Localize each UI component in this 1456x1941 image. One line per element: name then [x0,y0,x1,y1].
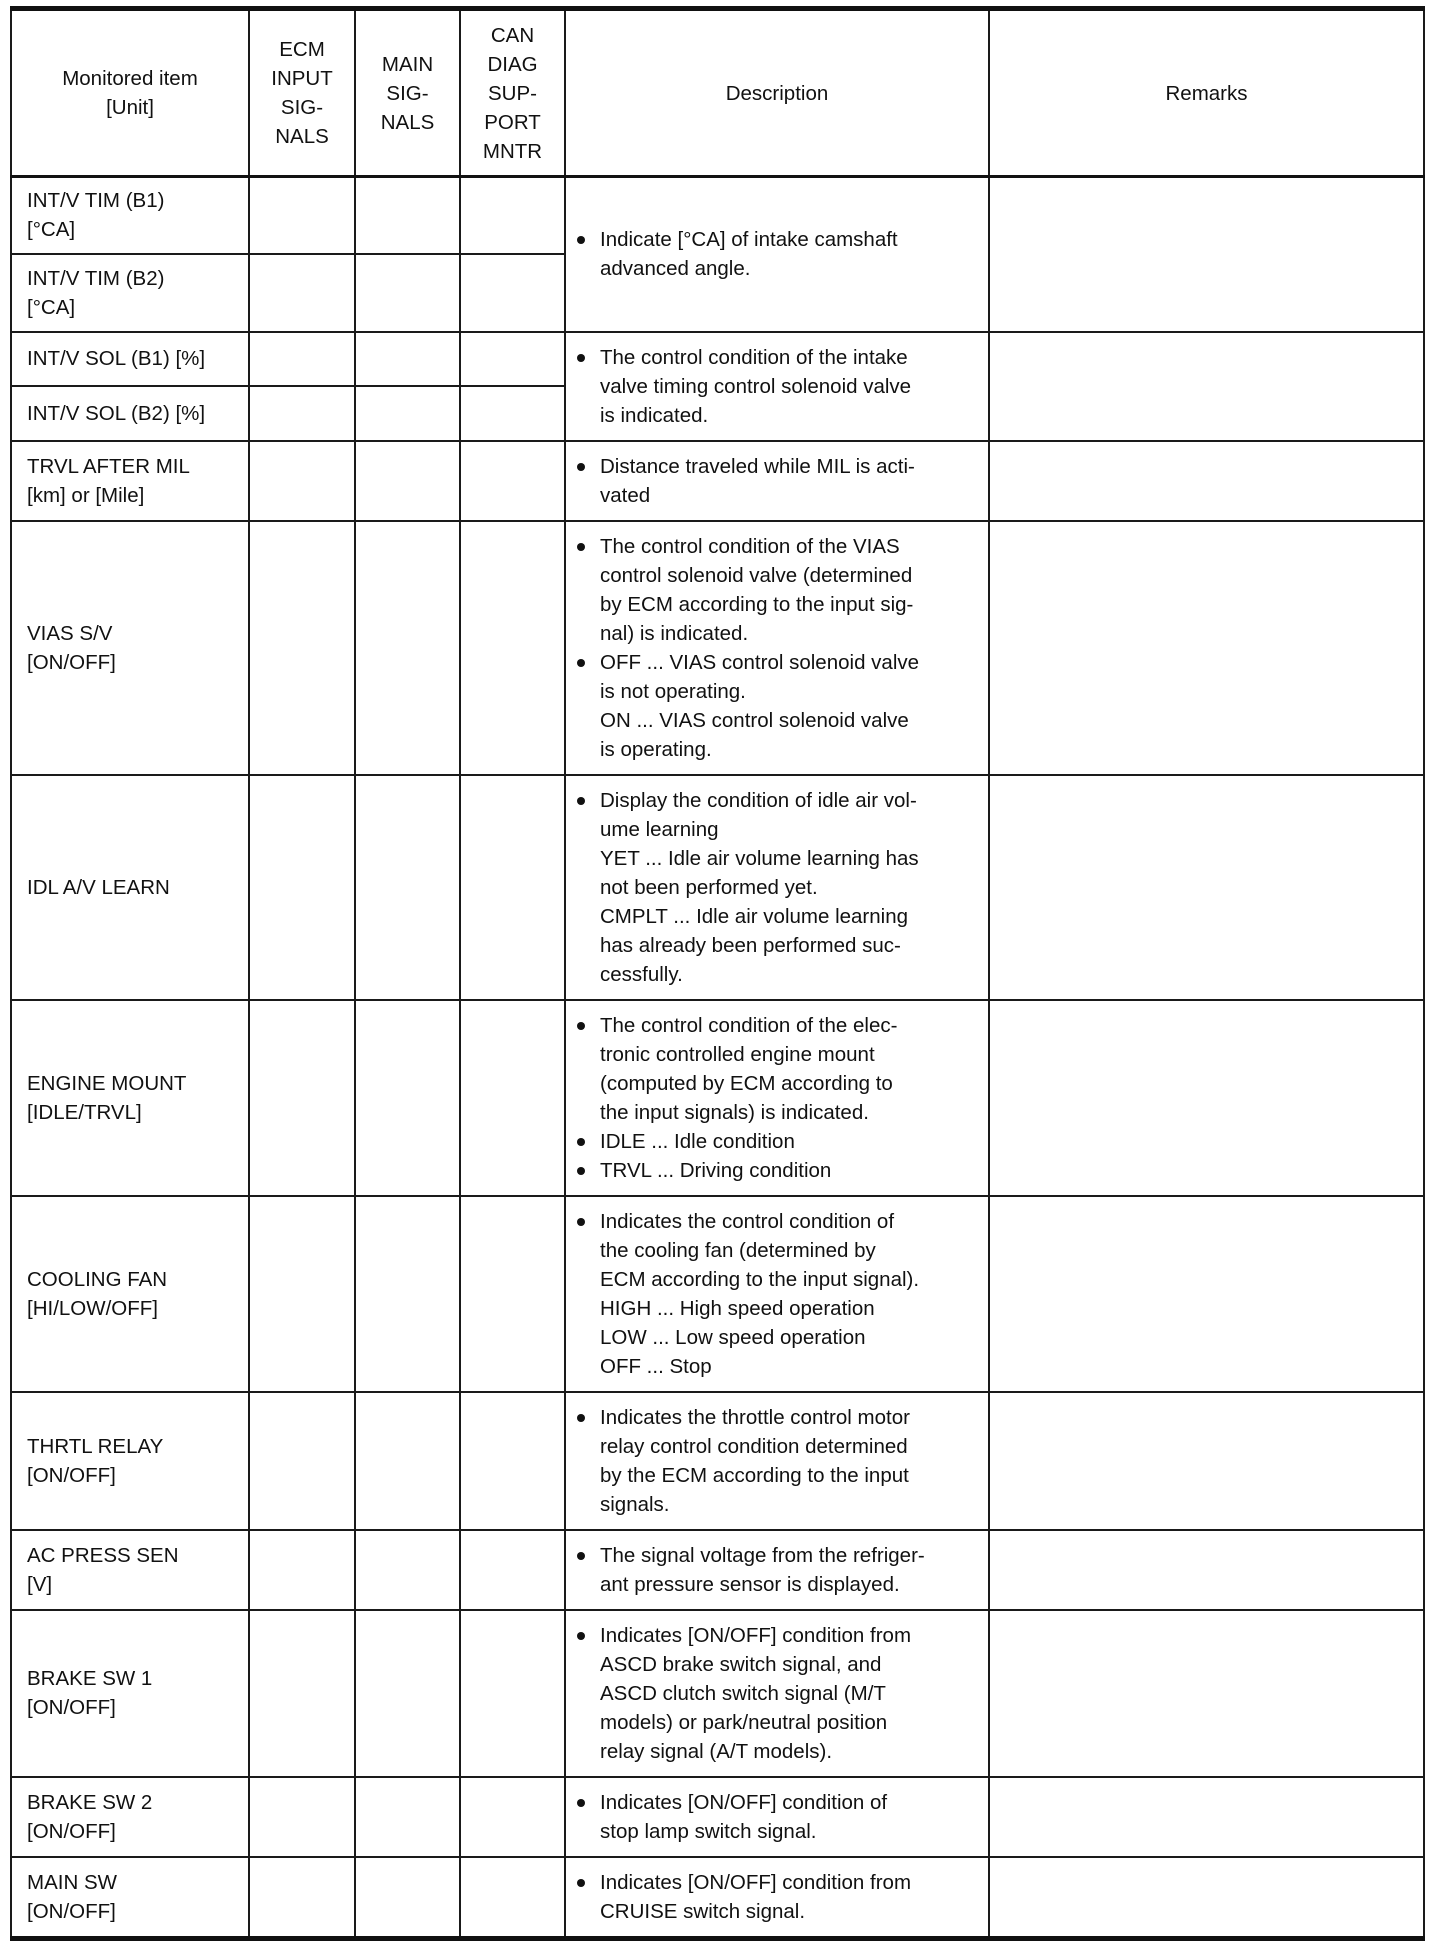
description-cell: Distance traveled while MIL is acti- vated [565,441,989,521]
table-row [11,1000,1424,1196]
ecm-input-cell [249,177,355,254]
remarks-cell [989,775,1424,1000]
main-signals-cell [355,177,460,254]
table-row [11,521,1424,775]
remarks-cell [989,1610,1424,1777]
description-cell: Indicates [ON/OFF] condition of stop lamp switch signal. [565,1777,989,1857]
remarks-cell [989,177,1424,332]
can-diag-cell [460,177,565,254]
ecm-input-cell [249,1000,355,1196]
ecm-input-cell [249,775,355,1000]
remarks-cell [989,521,1424,775]
main-signals-cell [355,775,460,1000]
description-cell: The control condition of the VIAS control solenoid valve (determined by ECM according to the input sig- nal) is indicated. OFF ... VIAS control solenoid valve is not operating. ON ... VIAS control solenoid valve is operating. [565,521,989,775]
main-signals-cell [355,521,460,775]
main-signals-cell [355,1777,460,1857]
monitor-table-page [10,6,1425,1941]
ecm-input-cell [249,1777,355,1857]
table-row [11,1610,1424,1777]
item-cell: INT/V SOL (B1) [%] [11,332,249,387]
remarks-cell [989,1857,1424,1939]
remarks-cell [989,1000,1424,1196]
header-remarks: Remarks [989,9,1424,177]
can-diag-cell [460,1610,565,1777]
table-row [11,1196,1424,1392]
table-row [11,177,1424,254]
ecm-input-cell [249,1857,355,1939]
description-cell: Display the condition of idle air vol- ume learning YET ... Idle air volume learning has not been performed yet. CMPLT ... Idle air volume learning has already been performed suc- cessfully. [565,775,989,1000]
table-row [11,1530,1424,1610]
can-diag-cell [460,521,565,775]
item-cell: IDL A/V LEARN [11,775,249,1000]
ecm-input-cell [249,332,355,387]
ecm-input-cell [249,1196,355,1392]
main-signals-cell [355,254,460,332]
header-can-diag-support-mntr: CAN DIAG SUP- PORT MNTR [460,9,565,177]
description-cell: Indicates [ON/OFF] condition from ASCD brake switch signal, and ASCD clutch switch signal (M/T models) or park/neutral position relay signal (A/T models). [565,1610,989,1777]
item-cell: THRTL RELAY [ON/OFF] [11,1392,249,1530]
header-ecm-input-signals: ECM INPUT SIG- NALS [249,9,355,177]
can-diag-cell [460,254,565,332]
can-diag-cell [460,775,565,1000]
item-cell: AC PRESS SEN [V] [11,1530,249,1610]
remarks-cell [989,1530,1424,1610]
ecm-input-cell [249,1530,355,1610]
can-diag-cell [460,1000,565,1196]
ecm-input-cell [249,521,355,775]
item-cell: BRAKE SW 2 [ON/OFF] [11,1777,249,1857]
table-row [11,775,1424,1000]
can-diag-cell [460,332,565,387]
item-cell: VIAS S/V [ON/OFF] [11,521,249,775]
can-diag-cell [460,1530,565,1610]
can-diag-cell [460,1857,565,1939]
monitored-items-table [10,6,1425,1941]
description-cell: The control condition of the elec- tronic controlled engine mount (computed by ECM according to the input signals) is indicated. IDLE ... Idle condition TRVL ... Driving condition [565,1000,989,1196]
item-cell: INT/V TIM (B1) [°CA] [11,177,249,254]
table-row [11,1392,1424,1530]
main-signals-cell [355,1000,460,1196]
main-signals-cell [355,332,460,387]
can-diag-cell [460,386,565,441]
main-signals-cell [355,1530,460,1610]
item-cell: INT/V TIM (B2) [°CA] [11,254,249,332]
item-cell: TRVL AFTER MIL [km] or [Mile] [11,441,249,521]
description-cell: The signal voltage from the refriger- ant pressure sensor is displayed. [565,1530,989,1610]
header-description: Description [565,9,989,177]
main-signals-cell [355,1610,460,1777]
can-diag-cell [460,1196,565,1392]
header-row [11,9,1424,177]
description-cell: Indicates the control condition of the cooling fan (determined by ECM according to the input signal). HIGH ... High speed operation LOW ... Low speed operation OFF ... Stop [565,1196,989,1392]
item-cell: ENGINE MOUNT [IDLE/TRVL] [11,1000,249,1196]
ecm-input-cell [249,441,355,521]
item-cell: COOLING FAN [HI/LOW/OFF] [11,1196,249,1392]
main-signals-cell [355,1196,460,1392]
description-cell: Indicates the throttle control motor relay control condition determined by the ECM according to the input signals. [565,1392,989,1530]
header-main-signals: MAIN SIG- NALS [355,9,460,177]
description-cell: Indicates [ON/OFF] condition from CRUISE switch signal. [565,1857,989,1939]
remarks-cell [989,1196,1424,1392]
remarks-cell [989,1777,1424,1857]
header-monitored-item: Monitored item [Unit] [11,9,249,177]
remarks-cell [989,1392,1424,1530]
table-row [11,441,1424,521]
table-row [11,1857,1424,1939]
table-row [11,332,1424,387]
remarks-cell [989,332,1424,441]
can-diag-cell [460,1392,565,1530]
ecm-input-cell [249,386,355,441]
description-cell: Indicate [°CA] of intake camshaft advanced angle. [565,177,989,332]
ecm-input-cell [249,254,355,332]
item-cell: INT/V SOL (B2) [%] [11,386,249,441]
can-diag-cell [460,441,565,521]
ecm-input-cell [249,1610,355,1777]
main-signals-cell [355,386,460,441]
can-diag-cell [460,1777,565,1857]
remarks-cell [989,441,1424,521]
main-signals-cell [355,1857,460,1939]
table-row [11,1777,1424,1857]
main-signals-cell [355,441,460,521]
item-cell: MAIN SW [ON/OFF] [11,1857,249,1939]
item-cell: BRAKE SW 1 [ON/OFF] [11,1610,249,1777]
main-signals-cell [355,1392,460,1530]
description-cell: The control condition of the intake valve timing control solenoid valve is indicated. [565,332,989,441]
ecm-input-cell [249,1392,355,1530]
